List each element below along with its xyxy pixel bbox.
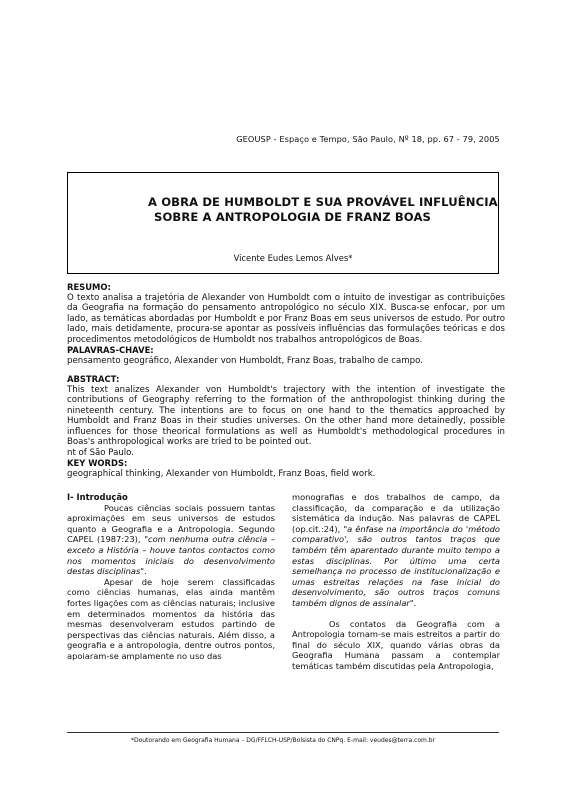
paragraph: monografias e dos trabalhos de campo, da classificação, da comparação e da utilização sistemática da indução. Nas palavras de CAPEL (op.cit.:24), "a ênfase na importância do 'método comparativo', são outros tantos traços que também têm aparentado durante muito tempo a estas disciplinas. Por último uma certa semelhança no processo de institucionalização e umas estreitas relações na fase inicial do desenvolvimento, são outros traços comuns também dignos de assinalar". — [292, 492, 500, 608]
title-box — [67, 172, 499, 274]
journal-header: GEOUSP - Espaço e Tempo, São Paulo, Nº 18, pp. 67 - 79, 2005 — [236, 134, 500, 144]
footnote: *Doutorando em Geografia Humana – DG/FFLCH-USP/Bolsista do CNPq. E-mail: veudes@terra.com.br — [130, 737, 436, 744]
stray-fragment: nt of São Paulo. — [67, 447, 135, 458]
body-column-left — [67, 492, 275, 662]
palavras-chave-text: pensamento geográfico, Alexander von Humboldt, Franz Boas, trabalho de campo. — [67, 355, 423, 366]
author: Vicente Eudes Lemos Alves* — [233, 253, 353, 263]
footnote-rule — [67, 732, 499, 733]
key-words-label: KEY WORDS: — [67, 458, 128, 468]
section-heading: I- Introdução — [67, 492, 128, 502]
key-words-text: geographical thinking, Alexander von Humboldt, Franz Boas, field work. — [67, 468, 376, 479]
paragraph: Os contatos da Geografia com a Antropologia tornam-se mais estreitos a partir do final do século XIX, quando várias obras da Geografia Humana passam a contemplar temáticas também discutidas pela Antropologia, — [292, 618, 500, 671]
title-line-1: A OBRA DE HUMBOLDT E SUA PROVÁVEL INFLUÊNCIA — [148, 195, 498, 209]
body-column-right — [292, 492, 500, 672]
resumo-label: RESUMO: — [67, 282, 111, 292]
paragraph: Apesar de hoje serem classificadas como ciências humanas, elas ainda mantêm fortes ligações com as ciências naturais; inclusive em determinados momentos da história das mesmas desenvolveram estudos partindo de perspectivas das ciências naturais. Além disso, a geografia e a antropologia, dentre outros pontos, apoiaram-se amplamente no uso das — [67, 576, 275, 661]
title-line-2: SOBRE A ANTROPOLOGIA DE FRANZ BOAS — [154, 210, 431, 224]
abstract-text: This text analizes Alexander von Humboldt's trajectory with the intention of investigate the contributions of Geography referring to the formation of the anthropologist thinking during the nineteenth century. The intentions are to focus on one hand to the thematics approached by Humboldt and Franz Boas in their studies universes. On the other hand more detainedly, possible influences for those theorical formulations as well as Humboldt's methodological procedures in Boas's anthropological works are tried to be pointed out. — [67, 384, 505, 447]
abstract-block — [67, 374, 505, 479]
resumo-block — [67, 282, 505, 366]
paper-title — [148, 195, 498, 225]
palavras-chave-label: PALAVRAS-CHAVE: — [67, 345, 154, 355]
resumo-text: O texto analisa a trajetória de Alexander von Humboldt com o intuito de investigar as contribuições da Geografia na formação do pensamento antropológico no século XIX. Busca-se enfocar, por um lado, as temáticas abordadas por Humboldt e por Franz Boas em seus universos de estudo. Por outro lado, mais detidamente, procura-se apontar as possíveis influências das formulações teóricas e dos procedimentos metodológicos de Humboldt nos trabalhos antropológicos de Boas. — [67, 292, 505, 345]
abstract-label: ABSTRACT: — [67, 374, 120, 384]
paragraph: Poucas ciências sociais possuem tantas aproximações em seus universos de estudos quanto a Geografia e a Antropologia. Segundo CAPEL (1987:23), "com nenhuma outra ciência – exceto a História – houve tantos contactos como nos momentos iniciais do desenvolvimento destas disciplinas". — [67, 502, 275, 577]
